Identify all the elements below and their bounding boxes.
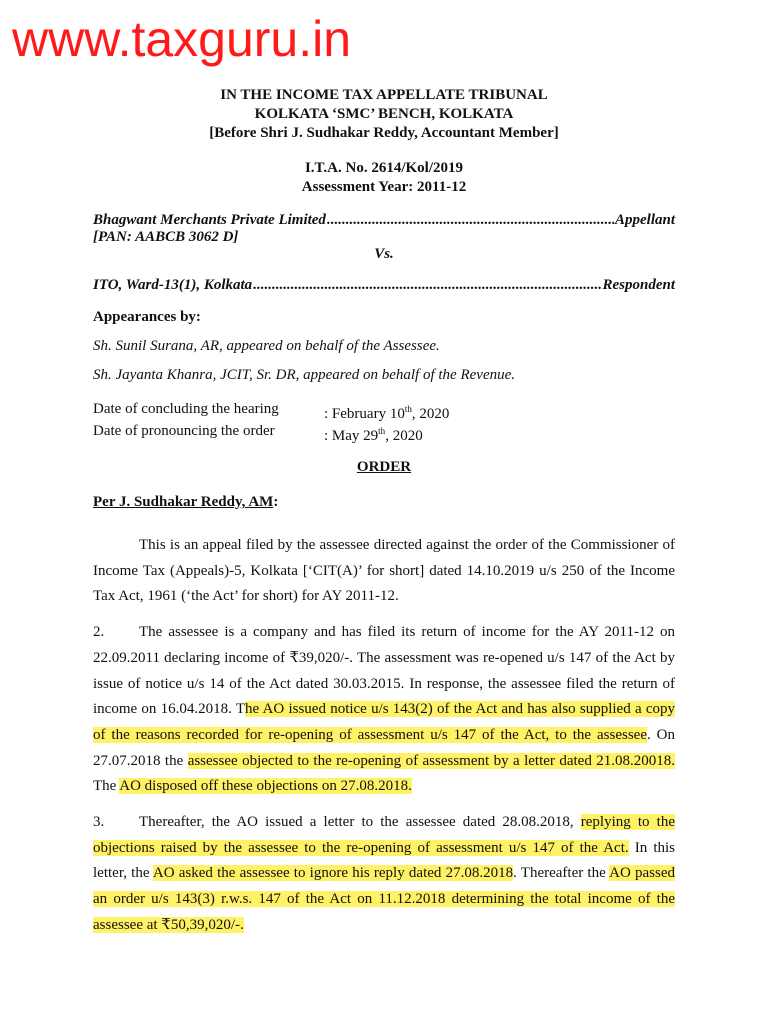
- leader-dots: [253, 277, 601, 294]
- respondent-role: Respondent: [602, 277, 675, 293]
- order-date-row: [93, 423, 675, 445]
- paragraph-number: 2.: [93, 624, 105, 641]
- appearances-title: Appearances by:: [93, 309, 201, 325]
- header-line-1: IN THE INCOME TAX APPELLATE TRIBUNAL: [220, 87, 548, 103]
- highlight: AO disposed off these objections on 27.08.2018.: [119, 778, 412, 795]
- appellant-role: Appellant: [614, 212, 675, 228]
- order-date-value: : May 29th, 2020: [324, 426, 423, 444]
- highlight: replying to the objections raised by the assessee to the re-opening of assessment u/s 147 of the Act.: [93, 814, 676, 856]
- header-line-2: KOLKATA ‘SMC’ BENCH, KOLKATA: [254, 106, 514, 122]
- respondent-name: ITO, Ward-13(1), Kolkata: [93, 277, 253, 293]
- assessment-year: Assessment Year: 2011-12: [301, 179, 467, 195]
- highlight: AO passed an order u/s 143(3) r.w.s. 147 of the Act on 11.12.2018 determining the total income of the assessee at ₹50,39,020/-.: [93, 865, 675, 933]
- author-name: Per J. Sudhakar Reddy, AM: [93, 494, 274, 510]
- highlight: AO asked the assessee to ignore his reply dated 27.08.2018: [152, 865, 514, 882]
- order-title: ORDER: [356, 459, 412, 475]
- versus-label: Vs.: [374, 246, 394, 262]
- highlight: assessee objected to the re-opening of assessment by a letter dated 21.08.20018.: [187, 752, 675, 769]
- watermark-url: www.taxguru.in: [12, 11, 352, 67]
- ita-number: I.T.A. No. 2614/Kol/2019: [304, 160, 464, 176]
- appearance-revenue: Sh. Jayanta Khanra, JCIT, Sr. DR, appeared on behalf of the Revenue.: [93, 367, 516, 383]
- hearing-date-row: [93, 401, 675, 423]
- paragraph-number: 3.: [93, 814, 105, 831]
- highlight: he AO issued notice u/s 143(2) of the Act and has also supplied a copy of the reasons recorded for re-opening of assessment u/s 147 of the Act, to the assessee: [93, 701, 675, 743]
- paragraph-1: This is an appeal filed by the assessee directed against the order of the Commissioner of Income Tax (Appeals)-5, Kolkata [‘CIT(A)’ for short] dated 14.10.2019 u/s 250 of the Income Tax Act, 1961 (‘the Act’ for short) for AY 2011-12.: [93, 537, 675, 605]
- appellant-name: Bhagwant Merchants Private Limited: [93, 212, 326, 228]
- per-author: Per J. Sudhakar Reddy, AM:: [93, 494, 279, 510]
- tribunal-header: [93, 86, 675, 143]
- case-block: [93, 159, 675, 197]
- paragraph-2: 2. The assessee is a company and has filed its return of income for the AY 2011-12 on 22.09.2011 declaring income of ₹39,020/-. The assessment was re-opened u/s 147 of the Act by issue of notice u/s 14 of the Act dated 30.03.2015. In response, the assessee filed the return of income on 16.04.2018. The AO issued notice u/s 143(2) of the Act and has also supplied a copy of the reasons recorded for re-opening of assessment u/s 147 of the Act, to the assessee. On 27.07.2018 the assessee objected to the re-opening of assessment by a letter dated 21.08.20018. The AO disposed off these objections on 27.08.2018.: [93, 620, 675, 800]
- hearing-date-label: Date of concluding the hearing: [93, 401, 279, 417]
- dates-block: [93, 401, 675, 445]
- order-date-label: Date of pronouncing the order: [93, 423, 275, 439]
- appellant-pan: [PAN: AABCB 3062 D]: [93, 229, 239, 245]
- hearing-date-value: : February 10th, 2020: [324, 404, 450, 422]
- paragraph-3: 3. Thereafter, the AO issued a letter to the assessee dated 28.08.2018, replying to the objections raised by the assessee to the re-opening of assessment u/s 147 of the Act. In this letter, the AO asked the assessee to ignore his reply dated 27.08.2018. Thereafter the AO passed an order u/s 143(3) r.w.s. 147 of the Act on 11.12.2018 determining the total income of the assessee at ₹50,39,020/-.: [93, 810, 675, 939]
- leader-dots: [327, 212, 614, 229]
- appellant-line: [93, 212, 675, 229]
- respondent-line: [93, 277, 675, 294]
- document-page: [93, 86, 675, 939]
- appearance-assessee: Sh. Sunil Surana, AR, appeared on behalf of the Assessee.: [93, 338, 440, 354]
- appellant-block: [93, 212, 675, 246]
- header-line-3: [Before Shri J. Sudhakar Reddy, Accountant Member]: [209, 125, 559, 141]
